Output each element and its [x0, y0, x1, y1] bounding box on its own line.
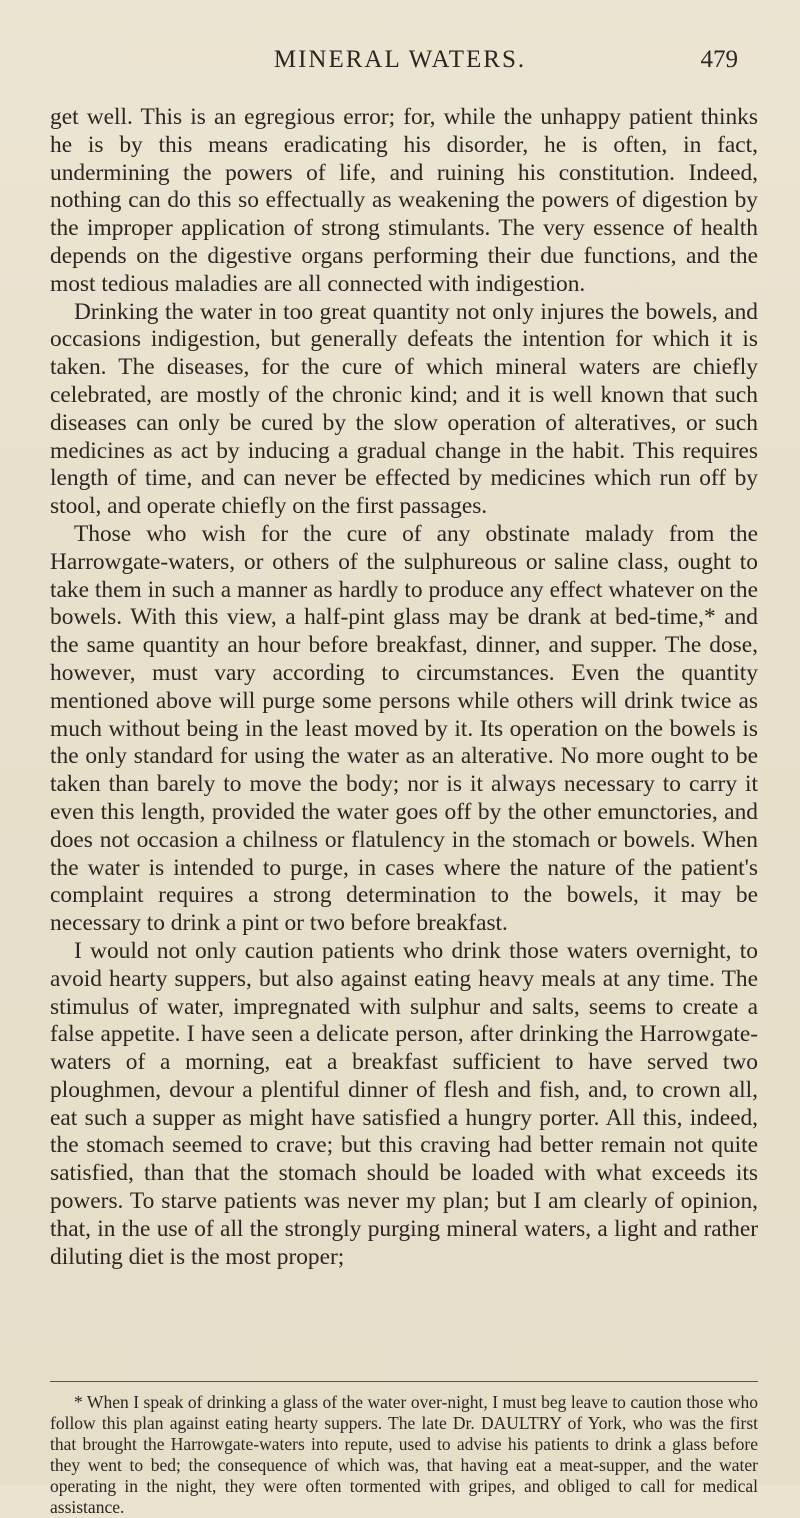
paragraph: I would not only caution patients who drink those waters overnight, to avoid hearty suppers, but also against eating heavy meals at any time. The stimulus of water, impregnated with sulphur and salts, seems to create a false appetite. I have seen a delicate person, after drinking the Harrowgate-waters of a morning, eat a breakfast sufficient to have served two ploughmen, devour a plentiful dinner of flesh and fish, and, to crown all, eat such a supper as might have satisfied a hungry porter. All this, indeed, the stomach seemed to crave; but this craving had better remain not quite satisfied, than that the stomach should be loaded with what exceeds its powers. To starve patients was never my plan; but I am clearly of opinion, that, in the use of all the strongly purging mineral waters, a light and rather diluting diet is the most proper;: [50, 937, 758, 1270]
body-text: [50, 104, 758, 1271]
paragraph: Drinking the water in too great quantity not only injures the bowels, and occasions indigestion, but generally defeats the intention for which it is taken. The diseases, for the cure of which mineral waters are chiefly celebrated, are mostly of the chronic kind; and it is well known that such diseases can only be cured by the slow operation of alteratives, or such medicines as act by inducing a gradual change in the habit. This requires length of time, and can never be effected by medicines which run off by stool, and operate chiefly on the first passages.: [50, 298, 758, 520]
page-header: [0, 46, 800, 86]
paragraph: Those who wish for the cure of any obstinate malady from the Harrowgate-waters, or others of the sulphureous or saline class, ought to take them in such a manner as hardly to produce any effect whatever on the bowels. With this view, a half-pint glass may be drank at bed-time,* and the same quantity an hour before breakfast, dinner, and supper. The dose, however, must vary according to circumstances. Even the quantity mentioned above will purge some persons while others will drink twice as much without being in the least moved by it. Its operation on the bowels is the only standard for using the water as an alterative. No more ought to be taken than barely to move the body; nor is it always necessary to carry it even this length, provided the water goes off by the other emunctories, and does not occasion a chilness or flatulency in the stomach or bowels. When the water is intended to purge, in cases where the nature of the patient's complaint requires a strong determination to the bowels, it may be necessary to drink a pint or two before breakfast.: [50, 520, 758, 937]
footnote: * When I speak of drinking a glass of the water over-night, I must beg leave to caution those who follow this plan against eating hearty suppers. The late Dr. DAULTRY of York, who was the first that brought the Harrowgate-waters into repute, used to advise his patients to drink a glass before they went to bed; the consequence of which was, that having eat a meat-supper, and the water operating in the night, they were often tormented with gripes, and obliged to call for medical assistance.: [50, 1392, 758, 1517]
paragraph: get well. This is an egregious error; for, while the unhappy patient thinks he is by this means eradicating his disorder, he is often, in fact, undermining the powers of life, and ruining his constitution. Indeed, nothing can do this so effectually as weakening the powers of digestion by the improper application of strong stimulants. The very essence of health depends on the digestive organs performing their due functions, and the most tedious maladies are all connected with indigestion.: [50, 104, 758, 297]
page-number: 479: [700, 46, 738, 73]
footnote-divider: [50, 1381, 758, 1382]
running-head: MINERAL WATERS.: [273, 46, 527, 73]
